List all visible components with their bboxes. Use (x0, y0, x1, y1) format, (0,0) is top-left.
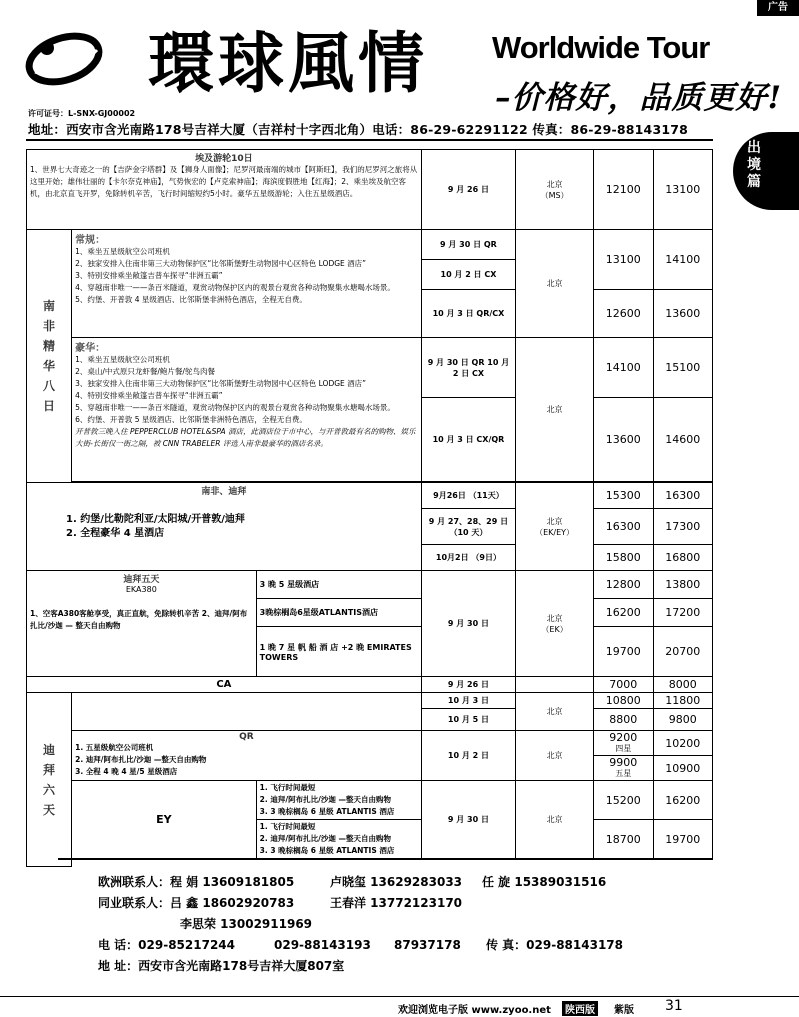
ca-date: 9 月 26 日 (421, 677, 515, 693)
price-adult: 12600 (594, 290, 653, 338)
list-item: 1. 飞行时间最短 (259, 783, 316, 792)
list-item: 6、约堡、开普敦 5 星级酒店、比邻斯堡非洲特色酒店，全程无自费。 (75, 415, 307, 424)
sa-luxury-date: 9 月 30 日 QR 10 月 2 日 CX (421, 338, 515, 398)
price-adult: 13600 (594, 398, 653, 482)
phone: 029-88143193 (274, 938, 371, 952)
egypt-cell (27, 150, 422, 230)
section-tab-outbound (733, 132, 799, 210)
egypt-title: 埃及游轮10日 (195, 154, 253, 164)
price-high: 19700 (653, 820, 713, 859)
city-name: 北京 (546, 179, 563, 189)
list-item: 3、特别安排乘坐敞篷吉普车探寻“非洲五霸” (75, 271, 223, 280)
price-high: 13800 (653, 571, 713, 599)
price-adult: 7000 (594, 677, 653, 693)
list-item: 2. 全程豪华 4 星酒店 (66, 528, 165, 539)
qr-cell (72, 731, 422, 781)
list-item: 2、独家安排入住南非第三大动物保护区“比邻斯堡野生动物园中心区特色 LODGE 酒店” (75, 259, 367, 268)
table-row (27, 483, 713, 509)
price-adult: 19700 (594, 627, 653, 677)
dubai6-date: 10 月 3 日 (421, 693, 515, 709)
list-item: 1、乘坐五星级航空公司班机 (75, 355, 170, 364)
table-row (27, 693, 713, 709)
brand-slogan: –价格好，品质更好! (495, 80, 783, 116)
tab-char: 篇 (747, 174, 761, 190)
price-adult (594, 731, 653, 756)
egypt-city (516, 150, 594, 230)
euro-contact: 任 旋 15389031516 (482, 875, 607, 889)
dubai6-date: 10 月 5 日 (421, 709, 515, 731)
sa-dubai-title: 南非、迪拜 (201, 487, 247, 497)
list-item: 3. 3 晚棕榈岛 6 星级 ATLANTIS 酒店 (259, 807, 395, 816)
price-high: 8000 (653, 677, 713, 693)
page-number: 31 (665, 998, 683, 1014)
star-level: 四星 (615, 744, 632, 753)
label-char: 八 (43, 379, 56, 393)
city-name: 北京 (546, 613, 563, 623)
ey-city: 北京 (516, 781, 594, 859)
price-high: 20700 (653, 627, 713, 677)
ad-label: 广告 (757, 0, 799, 16)
phone: 电 话：029-85217244 (98, 938, 236, 952)
ey-label: EY (72, 781, 257, 859)
price-adult: 8800 (594, 709, 653, 731)
egypt-desc: 1、世界七大奇迹之一的【吉萨金字塔群】及【狮身人面像】；尼罗河最南端的城市【阿斯旺】，我们的尼罗河之旅将从这里开始；雄伟壮丽的【卡尔奈克神庙】，气势恢宏的【卢克索神庙】；海滨度假胜地【红海】；2、乘坐埃及航空客机，由北京直飞开罗，免除转机辛苦，飞行时间缩短约5小时。豪华五星级游轮；入住五星级酒店。 (30, 165, 418, 198)
table-row (27, 230, 713, 260)
phone: 87937178 (394, 938, 461, 952)
price-high: 14600 (653, 398, 713, 482)
sa-regular-date: 9 月 30 日 QR (421, 230, 515, 260)
label-char: 日 (43, 399, 56, 413)
sa-regular-city: 北京 (516, 230, 594, 338)
price-adult: 15200 (594, 781, 653, 820)
airline-code: （MS） (540, 190, 569, 200)
airline-code: （EK） (541, 624, 568, 634)
list-item: 2. 迪拜/阿布扎比/沙迦 —整天自由购物 (259, 795, 391, 804)
list-item: 5、穿越南非唯一——条百米隧道，观赏动物保护区内的观景台观赏各种动物聚集水塘喝水场景。 (75, 403, 395, 412)
list-item: 开普敦三晚入住 PEPPERCLUB HOTEL&SPA 酒店，此酒店位于市中心，与开普敦最有名的购物、娱乐大街-长街仅一街之隔，被 CNN TRABELER 评选入南非最豪华的酒店名录。 (75, 427, 416, 448)
list-item: 1、乘坐五星级航空公司班机 (75, 247, 170, 256)
price-high: 14100 (653, 230, 713, 290)
table-row (27, 150, 713, 230)
dubai5-sub: EKA380 (125, 585, 157, 594)
price-high: 13100 (653, 150, 713, 230)
sa-dubai-date: 9 月 27、28、29 日 （10 天） (421, 509, 515, 545)
label-char: 天 (43, 802, 56, 817)
list-item: 4、穿越南非唯一——条百米隧道，观赏动物保护区内的观景台观赏各种动物聚集水塘喝水场景。 (75, 283, 395, 292)
sa-regular-title: 常规： (75, 235, 106, 246)
list-item: 4、特别安排乘坐敞篷吉普车探寻“非洲五霸” (75, 391, 223, 400)
peer-contact: 同业联系人：吕 鑫 18602920783 (98, 896, 295, 910)
price-high: 16200 (653, 781, 713, 820)
sa-luxury-date: 10 月 3 日 CX/QR (421, 398, 515, 482)
price-adult: 14100 (594, 338, 653, 398)
brand-name-cn: 環球風情 (148, 24, 428, 102)
dubai5-desc: 1、空客A380客舱享受，真正直航，免除转机辛苦 2、迪拜/阿布扎比/沙迦 — 整天自由购物 (30, 609, 248, 630)
fax: 传 真：029-88143178 (486, 938, 624, 952)
license-number: 许可证号：L-SNX-GJ00002 (28, 109, 136, 118)
table-row (27, 338, 713, 398)
airline-code: （EK/EY） (535, 527, 575, 537)
table-row (27, 677, 713, 693)
list-item: 1. 约堡/比勒陀利亚/太阳城/开普敦/迪拜 (66, 514, 245, 525)
sa-dubai-date: 10月2日 （9日） (421, 545, 515, 571)
sa-dubai-cell (27, 483, 422, 571)
price-high: 17300 (653, 509, 713, 545)
euro-contact: 欧洲联系人：程 娟 13609181805 (98, 875, 295, 889)
label-char: 华 (43, 359, 56, 373)
price-high: 9800 (653, 709, 713, 731)
price-adult: 16300 (594, 509, 653, 545)
price-adult: 15300 (594, 483, 653, 509)
list-item: 2、桌山/中式原只龙虾餐/鲍片餐/鸵鸟肉餐 (75, 367, 215, 376)
label-char: 精 (43, 339, 56, 353)
footer-text: 欢迎浏览电子版 www.zyoo.net (398, 1005, 551, 1016)
ey-date: 9 月 30 日 (421, 781, 515, 859)
list-item: 5、约堡、开普敦 4 星级酒店、比邻斯堡非洲特色酒店，全程无自费。 (75, 295, 307, 304)
price-adult: 12800 (594, 571, 653, 599)
header-rule (26, 139, 713, 141)
price-value: 9900 (609, 756, 638, 769)
price-high: 16800 (653, 545, 713, 571)
label-char: 拜 (43, 762, 56, 777)
price-adult: 12100 (594, 150, 653, 230)
dubai5-cell (27, 571, 257, 677)
label-char: 南 (43, 299, 56, 313)
price-high: 15100 (653, 338, 713, 398)
list-item: 2. 迪拜/阿布扎比/沙迦 —整天自由购物 (75, 755, 207, 764)
table-row (27, 781, 713, 820)
sa-luxury-city: 北京 (516, 338, 594, 482)
price-high: 17200 (653, 599, 713, 627)
price-adult (594, 756, 653, 781)
tab-char: 出 (747, 140, 761, 156)
office-address: 地 址：西安市含光南路178号吉祥大厦807室 (98, 959, 345, 973)
price-high: 13600 (653, 290, 713, 338)
dubai5-title: 迪拜五天 (123, 575, 160, 585)
dubai6-city: 北京 (516, 693, 594, 731)
hotel-option: 3 晚 5 星级酒店 (256, 571, 421, 599)
brand-name-en: Worldwide Tour (492, 30, 710, 65)
qr-date: 10 月 2 日 (421, 731, 515, 781)
ey-group-cell (256, 820, 421, 859)
table-bottom-rule (58, 858, 713, 860)
price-high: 11800 (653, 693, 713, 709)
hotel-option: 1 晚 7 星 帆 船 酒 店 +2 晚 EMIRATES TOWERS (256, 627, 421, 677)
list-item: 3. 3 晚棕榈岛 6 星级 ATLANTIS 酒店 (259, 846, 395, 855)
sa-regular-date: 10 月 2 日 CX (421, 260, 515, 290)
price-adult: 13100 (594, 230, 653, 290)
globe-logo-icon (25, 28, 103, 86)
peer-contact: 李思荣 13002911969 (180, 917, 313, 931)
list-item: 3. 全程 4 晚 4 星/5 星级酒店 (75, 767, 178, 776)
edition-badge: 陕西版 (562, 1001, 598, 1016)
price-adult: 10800 (594, 693, 653, 709)
city-name: 北京 (546, 516, 563, 526)
list-item: 1. 五星级航空公司班机 (75, 743, 154, 752)
ca-city (516, 677, 594, 693)
sa-luxury-cell (72, 338, 422, 482)
ca-label: CA (27, 677, 422, 693)
price-adult: 15800 (594, 545, 653, 571)
list-item: 1. 飞行时间最短 (259, 822, 316, 831)
label-char: 六 (43, 782, 56, 797)
edition-label: 紫版 (614, 1005, 634, 1016)
dubai5-date: 9 月 30 日 (421, 571, 515, 677)
peer-contact: 王春洋 13772123170 (330, 896, 463, 910)
sa-dubai-date: 9月26日 （11天） (421, 483, 515, 509)
price-adult: 16200 (594, 599, 653, 627)
price-high: 10900 (653, 756, 713, 781)
label-char: 迪 (43, 742, 56, 757)
tour-price-table (26, 149, 713, 867)
price-high: 16300 (653, 483, 713, 509)
qr-city: 北京 (516, 731, 594, 781)
sa-luxury-title: 豪华： (75, 343, 106, 354)
footer-rule (0, 996, 799, 997)
price-high: 10200 (653, 731, 713, 756)
egypt-date: 9 月 26 日 (421, 150, 515, 230)
sa-dubai-city (516, 483, 594, 571)
south-africa-label (27, 230, 72, 483)
euro-contact: 卢晓玺 13629283033 (330, 875, 463, 889)
header-address: 地址：西安市含光南路178号吉祥大厦（吉祥村十字西北角）电话：86-29-62291122 传真：86-29-88143178 (28, 122, 689, 137)
list-item: 2. 迪拜/阿布扎比/沙迦 —整天自由购物 (259, 834, 391, 843)
hotel-option: 3晚棕榈岛6星级ATLANTIS酒店 (256, 599, 421, 627)
dubai5-city (516, 571, 594, 677)
blank-cell (72, 693, 422, 731)
sa-regular-date: 10 月 3 日 QR/CX (421, 290, 515, 338)
star-level: 五星 (615, 769, 632, 778)
label-char: 非 (43, 319, 56, 333)
price-value: 9200 (609, 731, 638, 744)
sa-regular-cell (72, 230, 422, 338)
table-row (27, 731, 713, 756)
tab-char: 境 (747, 157, 761, 173)
list-item: 3、独家安排入住南非第三大动物保护区“比邻斯堡野生动物园中心区特色 LODGE 酒店” (75, 379, 367, 388)
qr-label: QR (239, 732, 254, 742)
dubai6-label (27, 693, 72, 867)
price-adult: 18700 (594, 820, 653, 859)
table-row (27, 571, 713, 599)
ey-group-cell (256, 781, 421, 820)
